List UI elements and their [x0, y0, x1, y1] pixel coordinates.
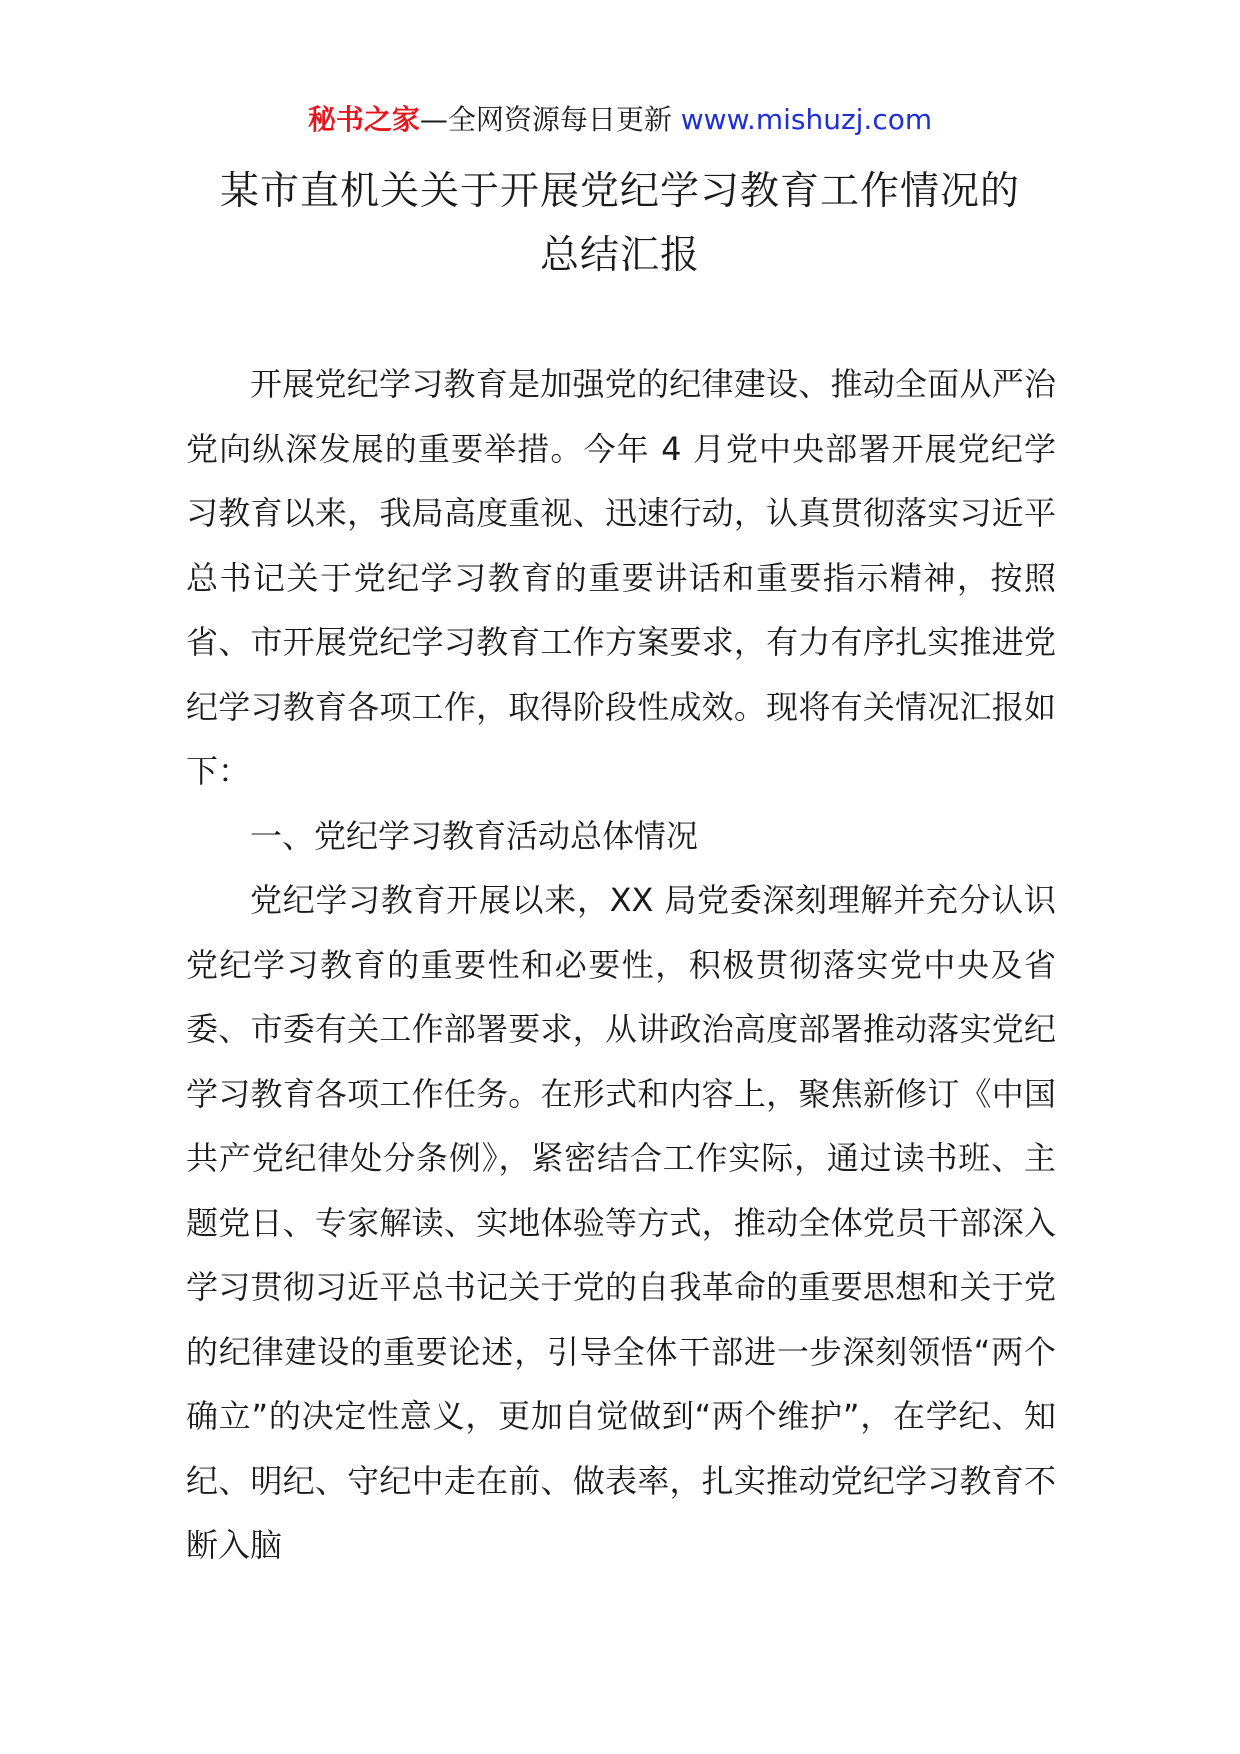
title-line-2: 总结汇报 [539, 233, 700, 278]
title-line-1: 某市直机关关于开展党纪学习教育工作情况的 [219, 169, 1020, 214]
intro-paragraph: 开展党纪学习教育是加强党的纪律建设、推动全面从严治党向纵深发展的重要举措。今年 4 月党中央部署开展党纪学习教育以来，我局高度重视、迅速行动，认真贯彻落实习近平总书记关于党纪学习教育的重要讲话和重要指示精神，按照省、市开展党纪学习教育工作方案要求，有力有序扎实推进党纪学习教育各项工作，取得阶段性成效。现将有关情况汇报如下： [186, 365, 1056, 790]
section-heading: 一、党纪学习教育活动总体情况 [250, 816, 699, 855]
site-url-link[interactable]: www.mishuzj.com [680, 103, 933, 136]
banner-tagline: —全网资源每日更新 [419, 103, 681, 136]
site-banner [0, 100, 1240, 140]
brand-name: 秘书之家 [307, 103, 420, 136]
document-title [170, 160, 1070, 288]
document-body [186, 352, 1056, 1578]
section-paragraph: 党纪学习教育开展以来，XX 局党委深刻理解并充分认识党纪学习教育的重要性和必要性，积极贯彻落实党中央及省委、市委有关工作部署要求，从讲政治高度部署推动落实党纪学习教育各项工作任务。在形式和内容上，聚焦新修订《中国共产党纪律处分条例》，紧密结合工作实际，通过读书班、主题党日、专家解读、实地体验等方式，推动全体党员干部深入学习贯彻习近平总书记关于党的自我革命的重要思想和关于党的纪律建设的重要论述，引导全体干部进一步深刻领悟“两个确立”的决定性意义，更加自觉做到“两个维护”，在学纪、知纪、明纪、守纪中走在前、做表率，扎实推动党纪学习教育不断入脑 [186, 881, 1056, 1564]
